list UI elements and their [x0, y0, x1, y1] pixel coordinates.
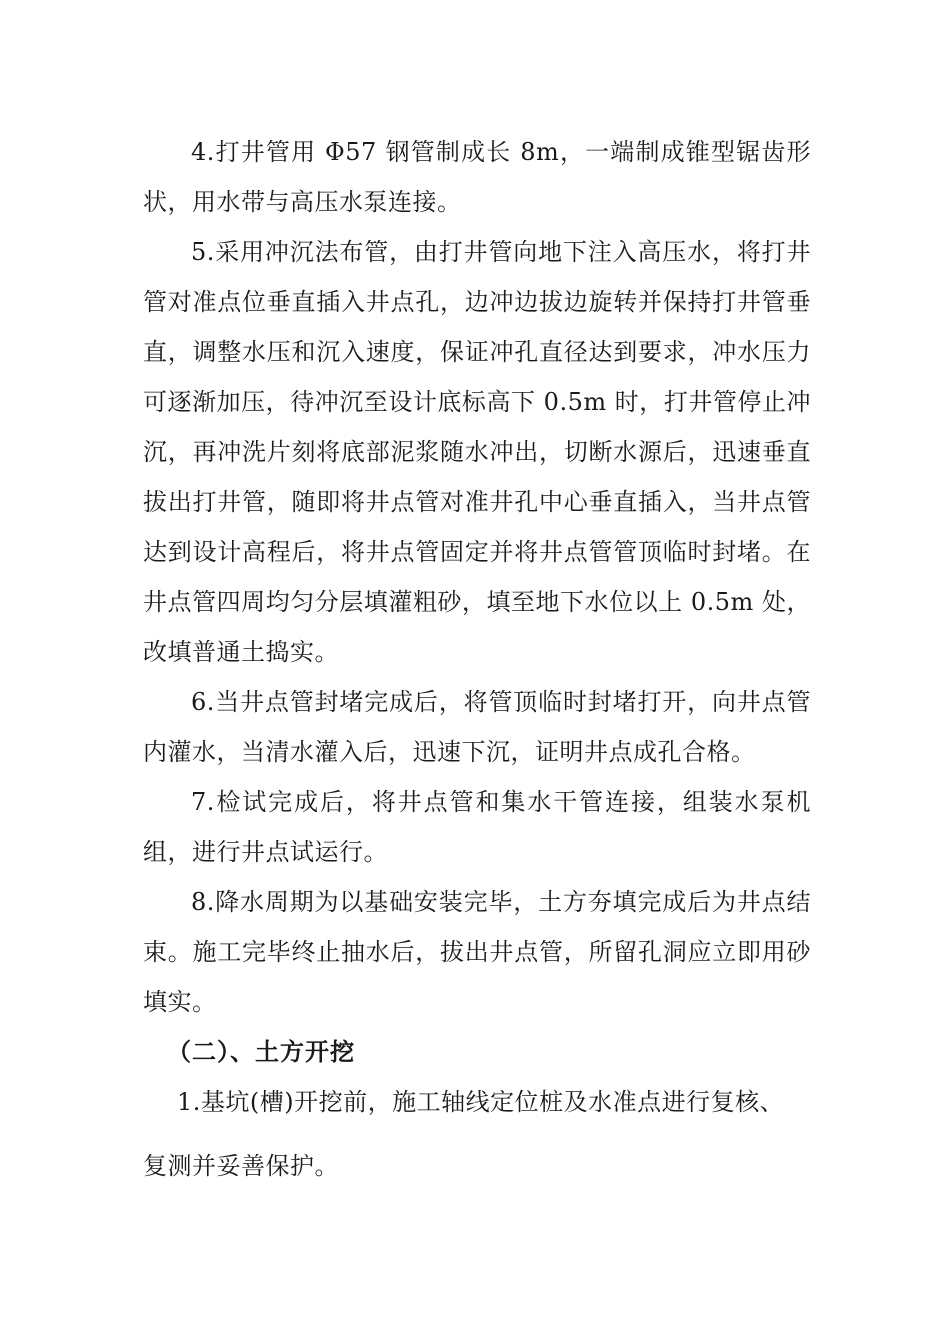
paragraph-6: 6.当井点管封堵完成后，将管顶临时封堵打开，向井点管内灌水，当清水灌入后，迅速下沉，证明井点成孔合格。	[143, 688, 811, 766]
section-heading: （二）、土方开挖	[167, 1038, 355, 1066]
paragraph-5: 5.采用冲沉法布管，由打井管向地下注入高压水，将打井管对准点位垂直插入井点孔，边冲边拔边旋转并保持打井管垂直，调整水压和沉入速度，保证冲孔直径达到要求，冲水压力可逐渐加压，待冲沉至设计底标高下 0.5m 时，打井管停止冲沉，再冲洗片刻将底部泥浆随水冲出，切断水源后，迅速垂直拔出打井管，随即将井点管对准井孔中心垂直插入，当井点管达到设计高程后，将井点管固定并将井点管管顶临时封堵。在井点管四周均匀分层填灌粗砂，填至地下水位以上 0.5m 处，改填普通土捣实。	[143, 238, 811, 666]
paragraph-8: 8.降水周期为以基础安装完毕，土方夯填完成后为井点结束。施工完毕终止抽水后，拔出井点管，所留孔洞应立即用砂填实。	[143, 888, 811, 1016]
section-paragraph-1-line-1: 1.基坑(槽)开挖前，施工轴线定位桩及水准点进行复核、	[177, 1088, 785, 1116]
section-paragraph-1-line-2: 复测并妥善保护。	[143, 1152, 339, 1180]
paragraph-7: 7.检试完成后，将井点管和集水干管连接，组装水泵机组，进行井点试运行。	[143, 788, 811, 866]
document-body	[143, 127, 811, 1191]
paragraph-4: 4.打井管用 Φ57 钢管制成长 8m，一端制成锥型锯齿形状，用水带与高压水泵连接。	[143, 138, 811, 216]
